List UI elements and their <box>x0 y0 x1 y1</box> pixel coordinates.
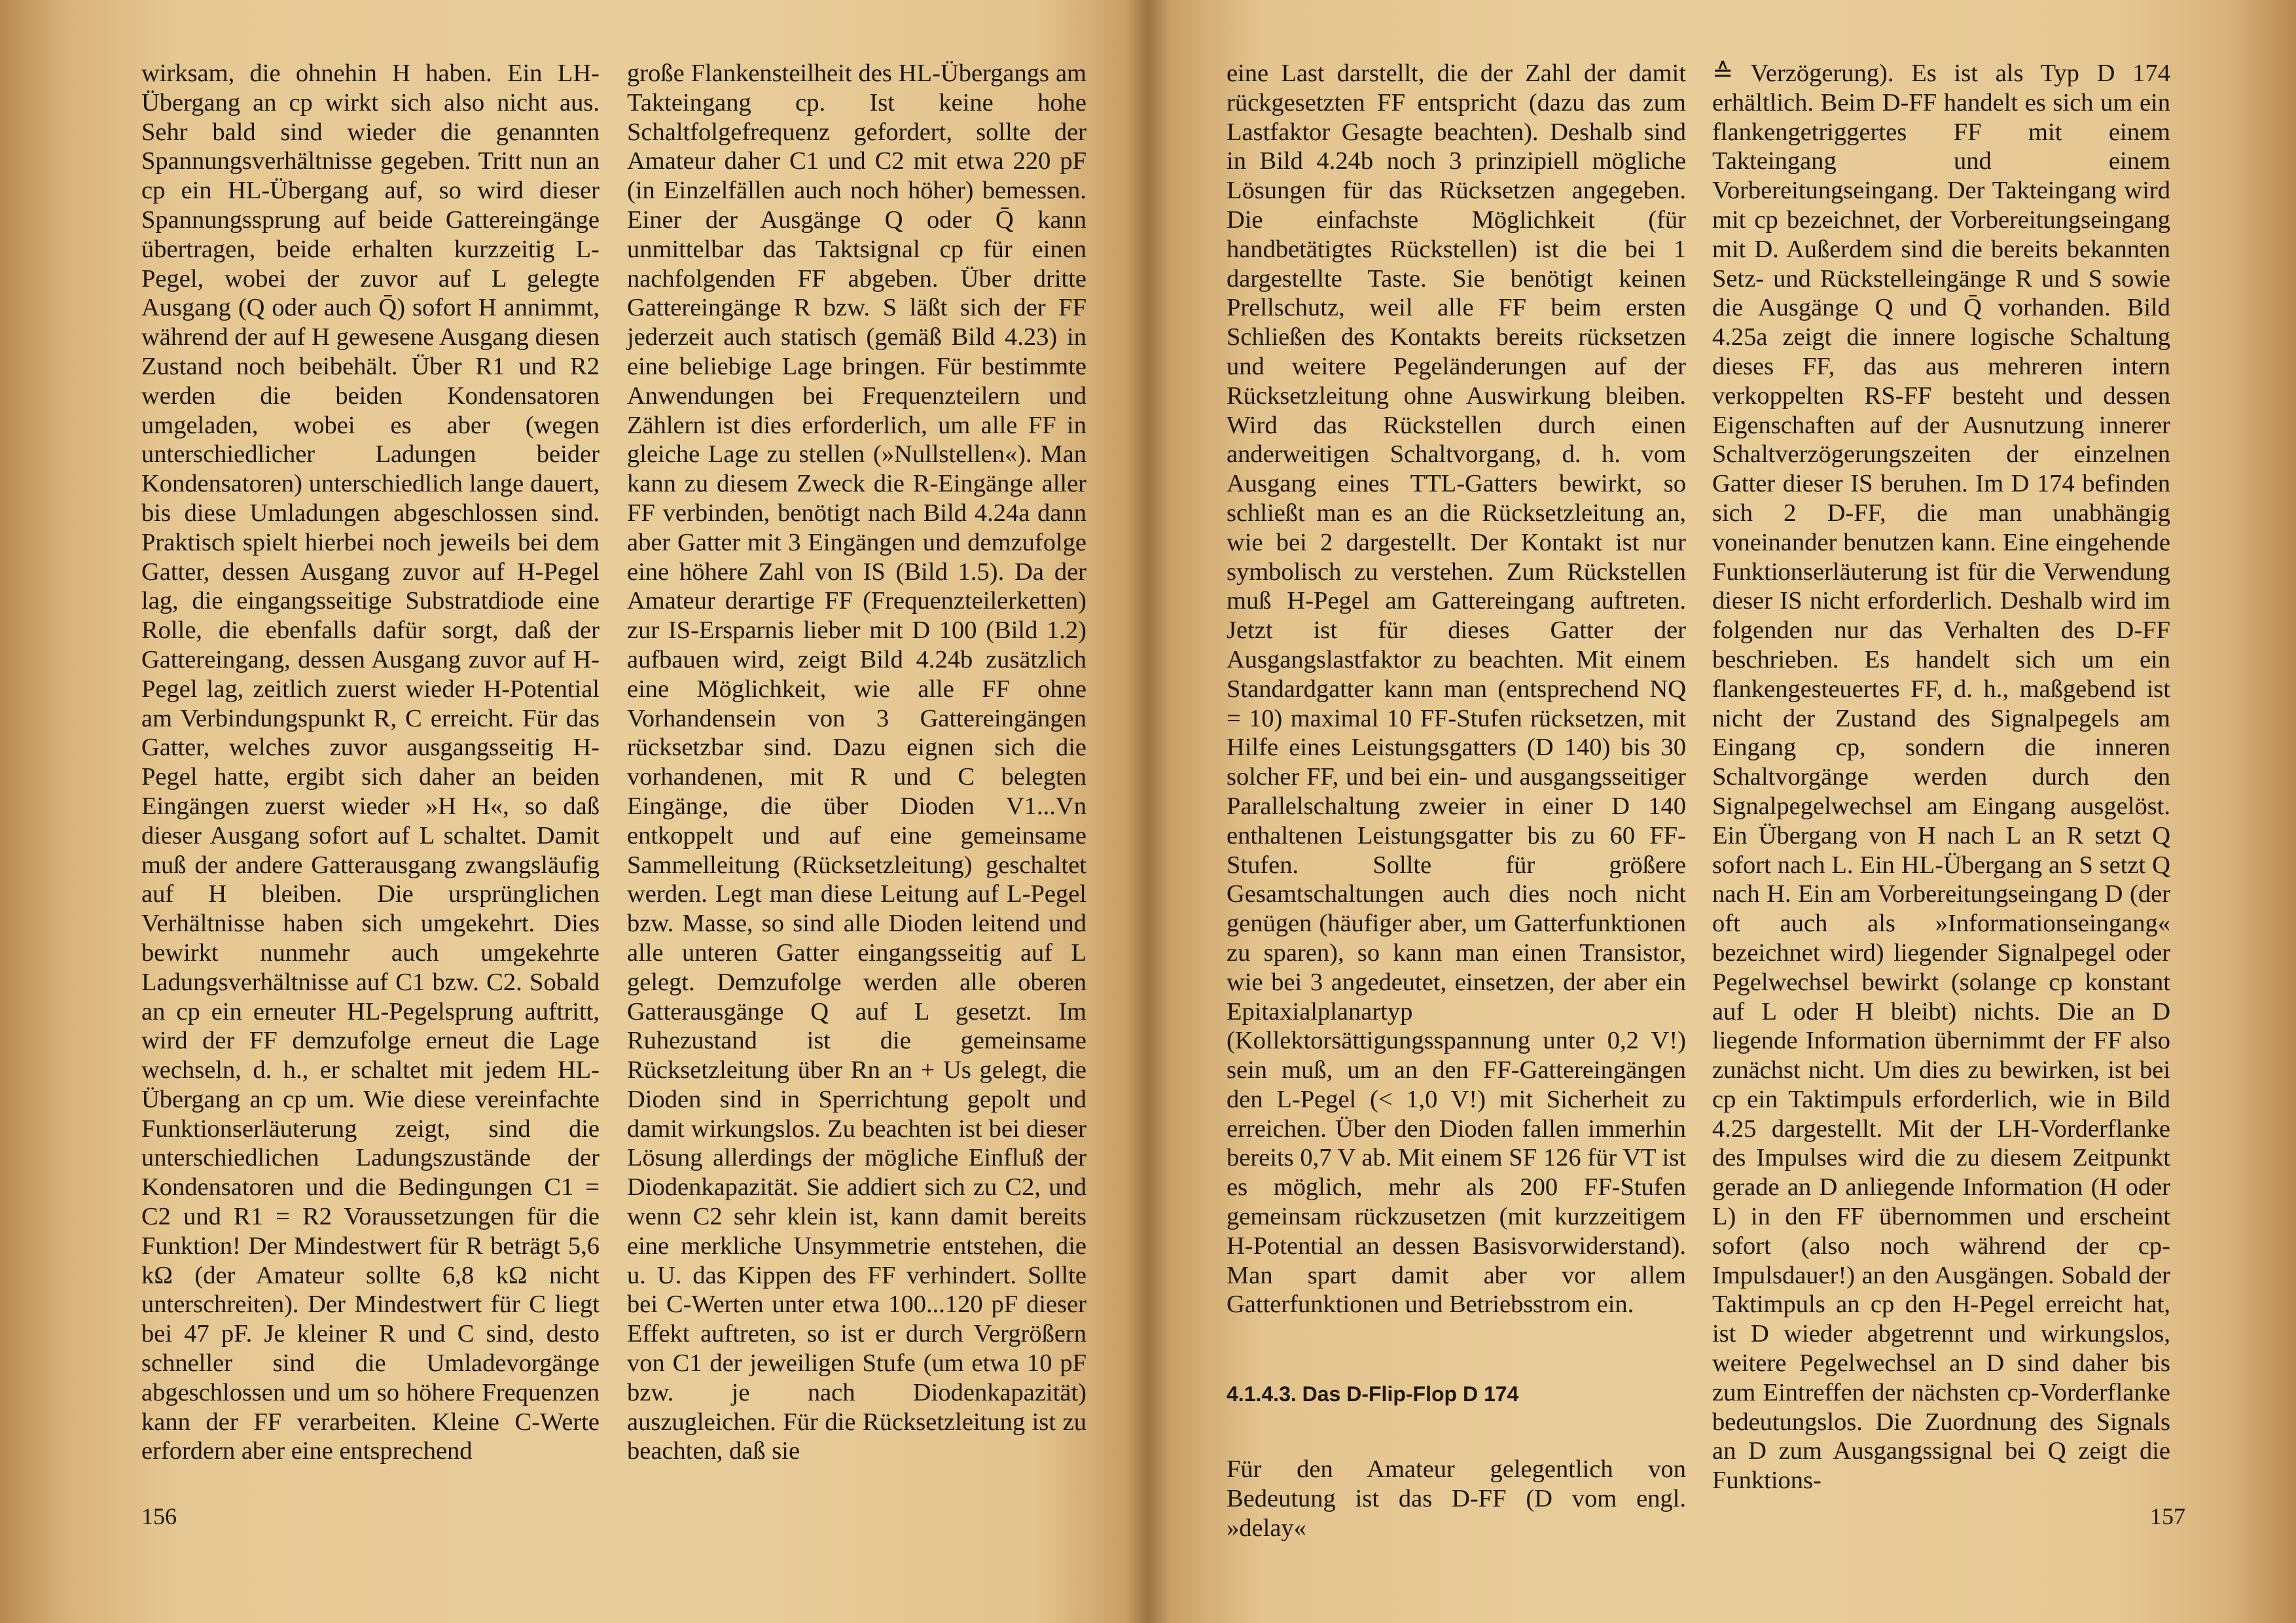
section-heading: 4.1.4.3. Das D-Flip-Flop D 174 <box>1227 1382 1519 1406</box>
right-page <box>1148 0 2296 1623</box>
right-page-column-1 <box>1227 59 1686 1543</box>
paragraph: wirksam, die ohnehin H haben. Ein LH-Übergang an cp wirkt sich also nicht aus. Sehr bald sind wieder die genannten Spannungsverhältnisse gegeben. Tritt nun an cp ein HL-Übergang auf, so wird dieser Spannungssprung auf beide Gattereingänge übertragen, beide erhalten kurzzeitig L-Pegel, wobei der zuvor auf L gelegte Ausgang (Q oder auch Q̄) sofort H annimmt, während der auf H gewesene Ausgang diesen Zustand noch beibehält. Über R1 und R2 werden die beiden Kondensatoren umgeladen, wobei es aber (wegen unterschiedlicher Ladungen beider Kondensatoren) unterschiedlich lange dauert, bis diese Umladungen abgeschlossen sind. Praktisch spielt hierbei noch jeweils bei dem Gatter, dessen Ausgang zuvor auf H-Pegel lag, die eingangsseitige Substratdiode eine Rolle, die ebenfalls dafür sorgt, daß der Gattereingang, dessen Ausgang zuvor auf H-Pegel lag, zeitlich zuerst wieder H-Potential am Verbindungspunkt R, C erreicht. Für das Gatter, welches zuvor ausgangsseitig H-Pegel hatte, ergibt sich daher an beiden Eingängen zuerst wieder »H H«, so daß dieser Ausgang sofort auf L schaltet. Damit muß der andere Gatterausgang zwangsläufig auf H bleiben. Die ursprünglichen Verhältnisse haben sich umgekehrt. Dies bewirkt nunmehr auch umgekehrte Ladungsverhältnisse auf C1 bzw. C2. Sobald an cp ein erneuter HL-Pegelsprung auftritt, wird der FF demzufolge erneut die Lage wechseln, d. h., er schaltet mit jedem HL-Übergang an cp um. Wie diese vereinfachte Funktionserläuterung zeigt, sind die unterschiedlichen Ladungszustände der Kondensatoren und die Bedingungen C1 = C2 und R1 = R2 Voraussetzungen für die Funktion! Der Mindestwert für R beträgt 5,6 kΩ (der Amateur sollte 6,8 kΩ nicht unterschreiten). Der Mindestwert für C liegt bei 47 pF. Je kleiner R und C sind, desto schneller sind die Umladevorgänge abgeschlossen und um so höhere Frequenzen kann der FF verarbeiten. Kleine C-Werte erfordern aber eine entsprechend <box>141 60 600 1465</box>
paragraph: ≙ Verzögerung). Es ist als Typ D 174 erhältlich. Beim D-FF handelt es sich um ein flankengetriggertes FF mit einem Takteingang und einem Vorbereitungseingang. Der Takteingang wird mit cp bezeichnet, der Vorbereitungseingang mit D. Außerdem sind die bereits bekannten Setz- und Rückstelleingänge R und S sowie die Ausgänge Q und Q̄ vorhanden. Bild 4.25a zeigt die innere logische Schaltung dieses FF, das aus mehreren intern verkoppelten RS-FF besteht und dessen Eigenschaften auf der Ausnutzung innerer Schaltverzögerungszeiten der einzelnen Gatter dieser IS beruhen. Im D 174 befinden sich 2 D-FF, die man unabhängig voneinander benutzen kann. Eine eingehende Funktionserläuterung ist für die Verwendung dieser IS nicht erforderlich. Deshalb wird im folgenden nur das Verhalten des D-FF beschrieben. Es handelt sich um ein flankengesteuertes FF, d. h., maßgebend ist nicht der Zustand des Signalpegels am Eingang cp, sondern die inneren Schaltvorgänge werden durch den Signalpegelwechsel am Eingang ausgelöst. Ein Übergang von H nach L an R setzt Q sofort nach L. Ein HL-Übergang an S setzt Q nach H. Ein am Vorbereitungseingang D (der oft auch als »Informationseingang« bezeichnet wird) liegender Signalpegel oder Pegelwechsel bewirkt (solange cp konstant auf L oder H bleibt) nichts. Die an D liegende Information übernimmt der FF also zunächst nicht. Um dies zu bewirken, ist bei cp ein Taktimpuls erforderlich, wie in Bild 4.25 dargestellt. Mit der LH-Vorderflanke des Impulses wird die zu diesem Zeitpunkt gerade an D anliegende Information (H oder L) in den FF übernommen und erscheint sofort (also noch während der cp-Impulsdauer!) an den Ausgängen. Sobald der Taktimpuls an cp den H-Pegel erreicht hat, ist D wieder abgetrennt und wirkungslos, weitere Pegelwechsel an D sind daher bis zum Eintreffen der nächsten cp-Vorderflanke bedeutungslos. Die Zuordnung des Signals an D zum Ausgangssignal bei Q zeigt die Funktions- <box>1712 60 2170 1495</box>
page-number-left: 156 <box>141 1503 177 1529</box>
right-page-column-2 <box>1712 59 2170 1495</box>
page-number-right: 157 <box>2150 1503 2185 1529</box>
left-page-column-1 <box>141 59 600 1466</box>
paragraph: große Flankensteilheit des HL-Übergangs am Takteingang cp. Ist keine hohe Schaltfolgefrequenz gefordert, sollte der Amateur daher C1 und C2 mit etwa 220 pF (in Einzelfällen auch noch höher) bemessen. Einer der Ausgänge Q oder Q̄ kann unmittelbar das Taktsignal cp für einen nachfolgenden FF abgeben. Über dritte Gattereingänge R bzw. S läßt sich der FF jederzeit auch statisch (gemäß Bild 4.23) in eine beliebige Lage bringen. Für bestimmte Anwendungen bei Frequenzteilern und Zählern ist dies erforderlich, um alle FF in gleiche Lage zu stellen (»Nullstellen«). Man kann zu diesem Zweck die R-Eingänge aller FF verbinden, benötigt nach Bild 4.24a dann aber Gatter mit 3 Eingängen und demzufolge eine höhere Zahl von IS (Bild 1.5). Da der Amateur derartige FF (Frequenzteilerketten) zur IS-Ersparnis lieber mit D 100 (Bild 1.2) aufbauen wird, zeigt Bild 4.24b zusätzlich eine Möglichkeit, wie alle FF ohne Vorhandensein von 3 Gattereingängen rücksetzbar sind. Dazu eignen sich die vorhandenen, mit R und C belegten Eingänge, die über Dioden V1...Vn entkoppelt und auf eine gemeinsame Sammelleitung (Rücksetzleitung) geschaltet werden. Legt man diese Leitung auf L-Pegel bzw. Masse, so sind alle Dioden leitend und alle unteren Gatter eingangsseitig auf L gelegt. Demzufolge werden alle oberen Gatterausgänge Q auf L gesetzt. Im Ruhezustand ist die gemeinsame Rücksetzleitung über Rn an + Us gelegt, die Dioden sind in Sperrichtung gepolt und damit wirkungslos. Zu beachten ist bei dieser Lösung allerdings der mögliche Einfluß der Diodenkapazität. Sie addiert sich zu C2, und wenn C2 sehr klein ist, kann damit bereits eine merkliche Unsymmetrie entstehen, die u. U. das Kippen des FF verhindert. Sollte bei C-Werten unter etwa 100...120 pF dieser Effekt auftreten, so ist er durch Vergrößern von C1 der jeweiligen Stufe (um etwa 10 pF bzw. je nach Diodenkapazität) auszugleichen. Für die Rücksetzleitung ist zu beachten, daß sie <box>627 60 1086 1465</box>
paragraph: Für den Amateur gelegentlich von Bedeutung ist das D-FF (D vom engl. »delay« <box>1227 1455 1686 1542</box>
paragraph: eine Last darstellt, die der Zahl der damit rückgesetzten FF entspricht (dazu das zum Lastfaktor Gesagte beachten). Deshalb sind in Bild 4.24b noch 3 prinzipiell mögliche Lösungen für das Rücksetzen angegeben. Die einfachste Möglichkeit (für handbetätigtes Rückstellen) ist die bei 1 dargestellte Taste. Sie benötigt keinen Prellschutz, weil alle FF beim ersten Schließen des Kontakts bereits rücksetzen und weitere Pegeländerungen auf der Rücksetzleitung ohne Auswirkung bleiben. Wird das Rückstellen durch einen anderweitigen Schaltvorgang, d. h. vom Ausgang eines TTL-Gatters bewirkt, so schließt man es an die Rücksetzleitung an, wie bei 2 dargestellt. Der Kontakt ist nur symbolisch zu verstehen. Zum Rückstellen muß H-Pegel am Gattereingang auftreten. Jetzt ist für dieses Gatter der Ausgangslastfaktor zu beachten. Mit einem Standardgatter kann man (entsprechend NQ = 10) maximal 10 FF-Stufen rücksetzen, mit Hilfe eines Leistungsgatters (D 140) bis 30 solcher FF, und bei ein- und ausgangsseitiger Parallelschaltung zweier in einer D 140 enthaltenen Leistungsgatter bis zu 60 FF-Stufen. Sollte für größere Gesamtschaltungen auch dies noch nicht genügen (häufiger aber, um Gatterfunktionen zu sparen), so kann man einen Transistor, wie bei 3 angedeutet, einsetzen, der aber ein Epitaxialplanartyp (Kollektorsättigungsspannung unter 0,2 V!) sein muß, um an den FF-Gattereingängen den L-Pegel (< 1,0 V!) mit Sicherheit zu erreichen. Über den Dioden fallen immerhin bereits 0,7 V ab. Mit einem SF 126 für VT ist es möglich, mehr als 200 FF-Stufen gemeinsam rückzusetzen (mit kurzzeitigem H-Potential an dessen Basisvorwiderstand). Man spart damit aber vor allem Gatterfunktionen und Betriebsstrom ein. <box>1227 60 1686 1319</box>
left-page-column-2 <box>627 59 1086 1466</box>
